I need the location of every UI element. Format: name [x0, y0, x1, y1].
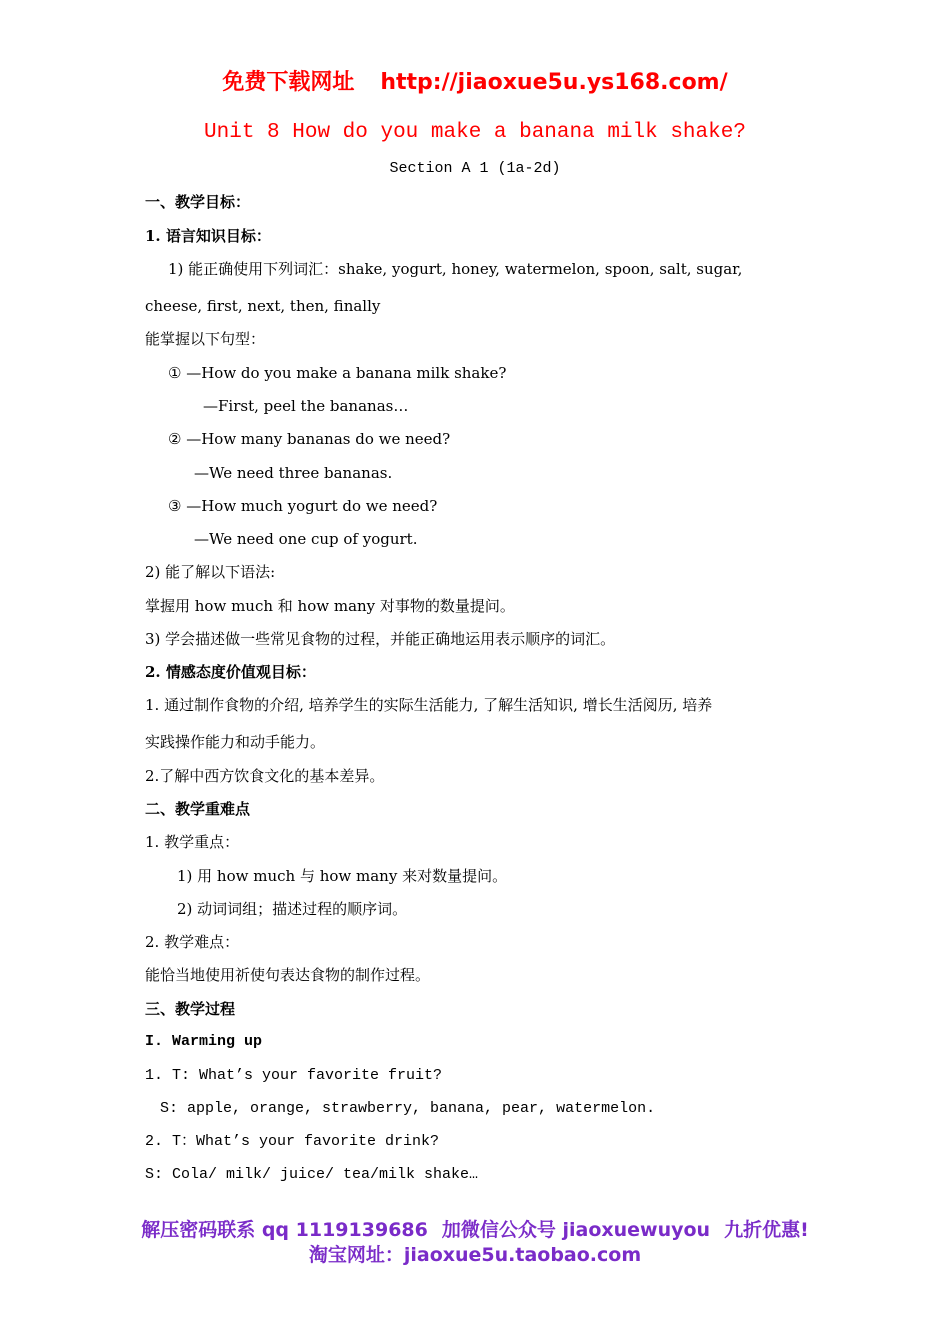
section-subtitle: Section A 1 (1a-2d) [389, 160, 561, 177]
footer-contact-line [0, 1218, 950, 1242]
heading-emotion-goals: 2. 情感态度价值观目标： [145, 663, 316, 681]
vocab-line-2: cheese, first, next, then, finally [145, 297, 381, 315]
heading-key-difficult-points: 二、教学重难点 [145, 800, 251, 818]
warming-up-heading: I. Warming up [145, 1033, 263, 1050]
difficult-points-heading: 2. 教学难点： [145, 933, 240, 951]
heading-teaching-process: 三、教学过程 [145, 1000, 236, 1018]
student-answer-2: S: Cola/ milk/ juice/ tea/milk shake… [145, 1166, 479, 1183]
vocab-line-1: 1) 能正确使用下列词汇：shake, yogurt, honey, watermelon, spoon, salt, sugar, [168, 260, 743, 278]
key-point-2: 2) 动词词组；描述过程的顺序词。 [177, 900, 408, 918]
grammar-intro: 2) 能了解以下语法: [145, 563, 276, 581]
sentence-3-question: ③ —How much yogurt do we need? [168, 497, 438, 515]
download-header [0, 70, 950, 96]
sentence-1-answer: —First, peel the bananas… [203, 397, 409, 415]
heading-language-goals: 1. 语言知识目标： [145, 227, 271, 245]
grammar-text: 掌握用 how much 和 how many 对事物的数量提问。 [145, 597, 515, 615]
sentences-intro: 能掌握以下句型： [145, 330, 266, 348]
footer-qq-contact: 解压密码联系 qq 1119139686 [141, 1219, 428, 1241]
footer-shop-link[interactable]: 淘宝网址：jiaoxue5u.taobao.com [308, 1244, 642, 1266]
heading-teaching-goals: 一、教学目标： [145, 193, 251, 211]
emotion-goal-1b: 实践操作能力和动手能力。 [145, 733, 326, 751]
emotion-goal-1a: 1. 通过制作食物的介绍, 培养学生的实际生活能力, 了解生活知识, 增长生活阅历, 培养 [145, 696, 713, 714]
footer-wechat: 加微信公众号 jiaoxuewuyou [441, 1219, 711, 1241]
key-point-1: 1) 用 how much 与 how many 来对数量提问。 [177, 867, 508, 885]
key-points-heading: 1. 教学重点： [145, 833, 240, 851]
download-url-link[interactable]: http://jiaoxue5u.ys168.com/ [380, 70, 728, 95]
download-label: 免费下载网址 [222, 70, 355, 95]
sentence-3-answer: —We need one cup of yogurt. [194, 530, 418, 548]
emotion-goal-2: 2.了解中西方饮食文化的基本差异。 [145, 767, 385, 785]
process-text: 3) 学会描述做一些常见食物的过程，并能正确地运用表示顺序的词汇。 [145, 630, 616, 648]
sentence-2-question: ② —How many bananas do we need? [168, 430, 451, 448]
sentence-2-answer: —We need three bananas. [194, 464, 393, 482]
sentence-1-question: ① —How do you make a banana milk shake? [168, 364, 507, 382]
footer-discount: 九折优惠! [724, 1219, 809, 1241]
unit-title: Unit 8 How do you make a banana milk shake? [204, 121, 746, 144]
difficult-point-text: 能恰当地使用祈使句表达食物的制作过程。 [145, 966, 431, 984]
student-answer-1: S: apple, orange, strawberry, banana, pear, watermelon. [160, 1100, 656, 1117]
teacher-question-1: 1. T: What’s your favorite fruit? [145, 1067, 443, 1084]
teacher-question-2: 2. T：What’s your favorite drink? [145, 1133, 440, 1150]
